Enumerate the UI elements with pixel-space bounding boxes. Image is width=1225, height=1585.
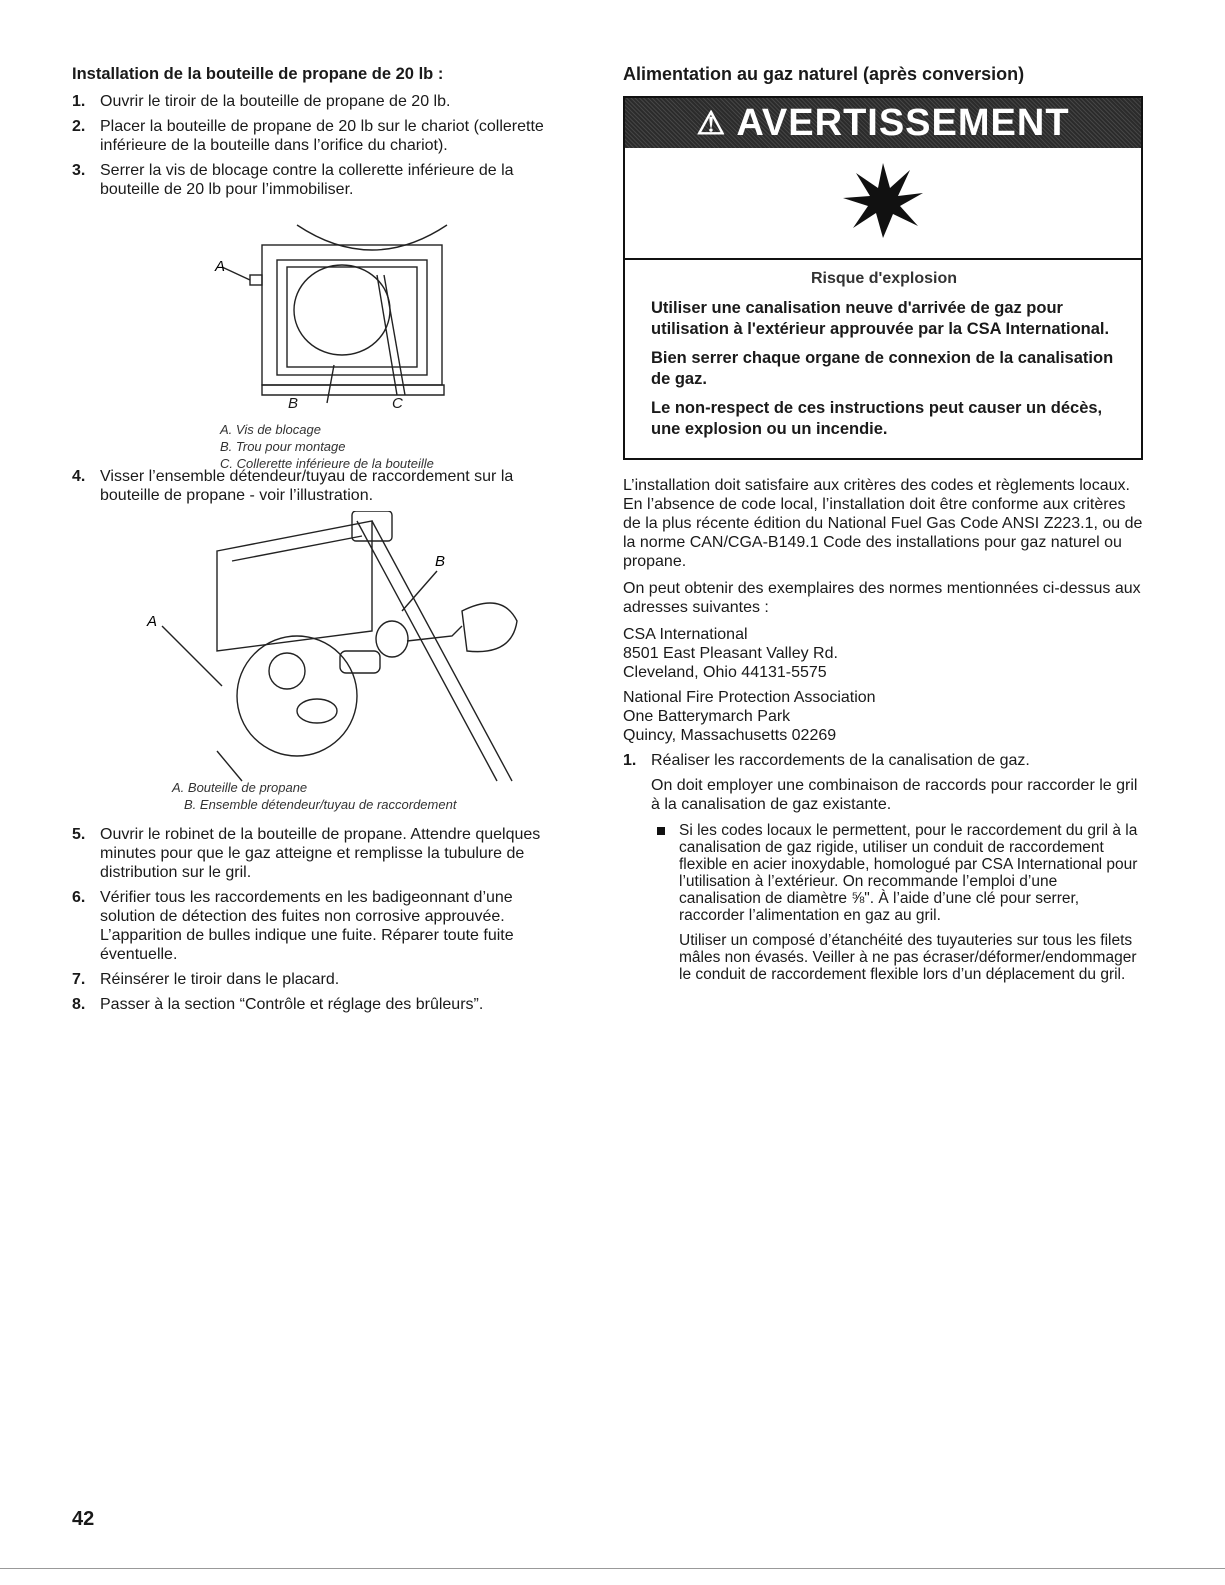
- address-line: National Fire Protection Association: [623, 689, 876, 706]
- step-text: Ouvrir le robinet de la bouteille de propane. Attendre quelques minutes pour que le gaz atteigne et remplisse la tubulure de distribution sur le gril.: [100, 826, 541, 881]
- figure-regulator-assembly: [72, 511, 572, 817]
- steps-list-b: [72, 825, 572, 1014]
- fig2-caption-list: [172, 779, 456, 813]
- warning-subtitle: Risque d'explosion: [810, 270, 958, 287]
- list-item: [72, 161, 572, 199]
- tank-drawer-illustration: [72, 205, 572, 405]
- step-text: Réinsérer le tiroir dans le placard.: [100, 971, 340, 988]
- fig1-caption: B. Trou pour montage: [220, 439, 346, 454]
- list-item: [72, 92, 572, 111]
- steps-list-a: [72, 92, 572, 199]
- figure-locking-screw: [72, 205, 572, 471]
- fig1-caption: A. Vis de blocage: [220, 422, 321, 437]
- explosion-icon: [838, 158, 928, 248]
- list-item: [72, 888, 572, 964]
- left-heading: Installation de la bouteille de propane de 20 lb :: [72, 65, 444, 83]
- body-paragraph: On peut obtenir des exemplaires des normes mentionnées ci-dessus aux adresses suivantes :: [623, 580, 1141, 616]
- address-block: [623, 688, 1143, 745]
- fig2-label-b: B: [435, 553, 446, 570]
- list-item: [623, 751, 1143, 770]
- step-number: 1.: [623, 752, 637, 769]
- step-text: Vérifier tous les raccordements en les badigeonnant d’une solution de détection des fuites non corrosive approuvée. L’apparition de bulles indique une fuite. Réparer toute fuite éventuelle.: [100, 889, 514, 963]
- warning-box: [623, 96, 1143, 460]
- step-number: 3.: [72, 162, 86, 179]
- list-item: [72, 117, 572, 155]
- fig1-label-a: A: [215, 258, 226, 275]
- warning-title: AVERTISSEMENT: [736, 102, 1070, 144]
- list-item: [72, 467, 572, 505]
- fig1-label-c: C: [392, 395, 403, 412]
- fig2-label-a: A: [147, 613, 158, 630]
- step-number: 4.: [72, 468, 86, 485]
- address-line: Quincy, Massachusetts 02269: [623, 727, 837, 744]
- warning-paragraph: Utiliser une canalisation neuve d'arrivée de gaz pour utilisation à l'extérieur approuvée par la CSA International.: [651, 299, 1110, 338]
- bullet-square-icon: [657, 827, 665, 835]
- step-number: 2.: [72, 118, 86, 135]
- warning-body: [625, 260, 1141, 458]
- address-line: CSA International: [623, 626, 748, 643]
- fig1-caption: C. Collerette inférieure de la bouteille: [220, 456, 434, 471]
- address-line: One Batterymarch Park: [623, 708, 791, 725]
- step-number: 1.: [72, 93, 86, 110]
- bullet-text: Si les codes locaux le permettent, pour le raccordement du gril à la canalisation de gaz rigide, utiliser un conduit de raccordement flexible en acier inoxydable, homologué par CSA International pour l’utilisation à l’extérieur. On recommande l’emploi d’une canalisation de diamètre ⅝". À l’aide d’une clé pour serrer, raccorder l’alimentation en gaz au gril.: [679, 822, 1138, 924]
- step-number: 5.: [72, 826, 86, 843]
- step-number: 7.: [72, 971, 86, 988]
- bullet-item-continuation: [651, 932, 1143, 983]
- bullet-list: [623, 822, 1143, 983]
- step-text: Passer à la section “Contrôle et réglage des brûleurs”.: [100, 996, 484, 1013]
- bottom-rule: [0, 1568, 1225, 1569]
- regulator-tank-illustration: [72, 511, 572, 791]
- right-heading: Alimentation au gaz naturel (après conversion): [623, 64, 1025, 84]
- page-number: 42: [72, 1508, 95, 1530]
- left-column: [72, 64, 572, 1020]
- step-text: Réaliser les raccordements de la canalisation de gaz.: [651, 752, 1030, 769]
- step-number: 8.: [72, 996, 86, 1013]
- list-item: [72, 825, 572, 882]
- warning-paragraph: Le non-respect de ces instructions peut causer un décès, une explosion ou un incendie.: [651, 399, 1103, 438]
- bullet-item: [651, 822, 1143, 924]
- step-number: 6.: [72, 889, 86, 906]
- fig1-caption-list: [220, 421, 434, 472]
- warning-symbol-area: [625, 148, 1141, 260]
- fig1-label-b: B: [288, 395, 299, 412]
- step-text: Placer la bouteille de propane de 20 lb sur le chariot (collerette inférieure de la bouteille dans l’orifice du chariot).: [100, 118, 544, 154]
- step-text: Visser l’ensemble détendeur/tuyau de raccordement sur la bouteille de propane - voir l’illustration.: [100, 468, 514, 504]
- body-paragraph: L’installation doit satisfaire aux critères des codes et règlements locaux. En l’absence de code local, l’installation doit être conforme aux critères de la plus récente édition du National Fuel Gas Code ANSI Z223.1, ou de la norme CAN/CGA-B149.1 Code des installations pour gaz naturel ou propane.: [623, 477, 1143, 570]
- step-subtext: On doit employer une combinaison de raccords pour raccorder le gril à la canalisation de gaz existante.: [651, 777, 1138, 813]
- fig2-caption: A. Bouteille de propane: [172, 780, 308, 795]
- warning-header: [625, 98, 1141, 148]
- fig2-caption: B. Ensemble détendeur/tuyau de raccordement: [184, 797, 457, 812]
- bullet-text: Utiliser un composé d’étanchéité des tuyauteries sur tous les filets mâles non évasés. Veiller à ne pas écraser/déformer/endommager le conduit de raccordement flexible lors d’un déplacement du gril.: [679, 932, 1137, 983]
- right-column: [623, 64, 1143, 991]
- warning-paragraph: Bien serrer chaque organe de connexion de la canalisation de gaz.: [651, 349, 1114, 388]
- list-item: [72, 995, 572, 1014]
- step-text: Serrer la vis de blocage contre la collerette inférieure de la bouteille de 20 lb pour l’immobiliser.: [100, 162, 514, 198]
- warning-triangle-icon: ⚠: [696, 105, 727, 141]
- address-line: 8501 East Pleasant Valley Rd.: [623, 645, 838, 662]
- address-line: Cleveland, Ohio 44131-5575: [623, 664, 827, 681]
- list-item: [72, 970, 572, 989]
- steps-list-4: [72, 467, 572, 505]
- step-text: Ouvrir le tiroir de la bouteille de propane de 20 lb.: [100, 93, 451, 110]
- address-block: [623, 625, 1143, 682]
